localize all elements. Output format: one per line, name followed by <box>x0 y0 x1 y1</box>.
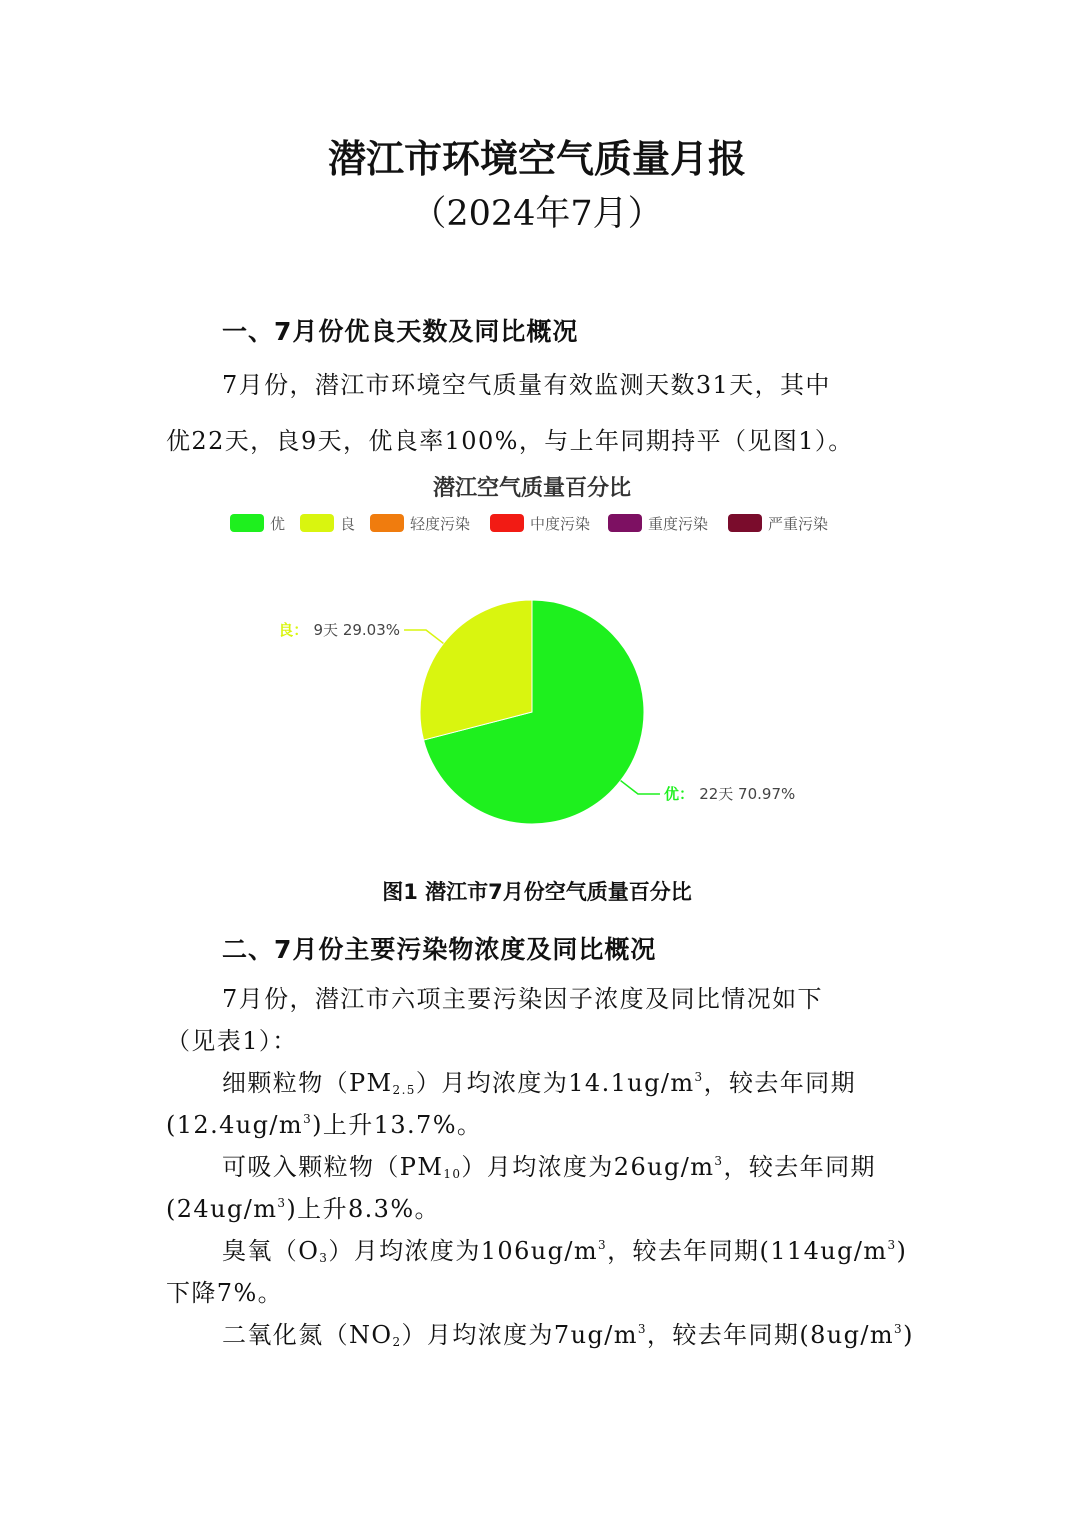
o3-line1 <box>222 1236 912 1266</box>
unit-sup: 3 <box>303 1112 313 1126</box>
pie-label-0 <box>664 785 795 803</box>
legend-swatch-3[interactable] <box>490 514 524 532</box>
pm10-text-b: ）月均浓度为26ug/m <box>461 1153 715 1181</box>
pm25-subscript: 2.5 <box>392 1083 416 1097</box>
o3-subscript: 3 <box>319 1251 329 1265</box>
pie-label-value-0: 22天 70.97% <box>699 785 796 804</box>
legend-swatch-5[interactable] <box>728 514 762 532</box>
legend-label-2: 轻度污染 <box>410 515 471 533</box>
pm25-text-b: ）月均浓度为14.1ug/m <box>415 1069 695 1097</box>
pm25-text-e: )上升13.7%。 <box>312 1111 483 1139</box>
document-title: 潜江市环境空气质量月报 <box>327 136 746 181</box>
o3-text-b: ）月均浓度为106ug/m <box>328 1237 599 1265</box>
unit-sup: 3 <box>887 1238 897 1252</box>
pie-label-name-0: 优： <box>663 785 700 804</box>
pm25-line2 <box>166 1110 912 1140</box>
pm10-text-d: (24ug/m <box>166 1195 278 1223</box>
air-quality-pie-chart <box>210 466 870 846</box>
section1-heading: 一、7月份优良天数及同比概况 <box>222 317 579 346</box>
figure-caption: 图1 潜江市7月份空气质量百分比 <box>382 880 692 904</box>
no2-text-d: ) <box>903 1321 914 1349</box>
section2-heading: 二、7月份主要污染物浓度及同比概况 <box>222 935 657 964</box>
section2-intro2: （见表1）： <box>166 1027 298 1055</box>
no2-text-c: ，较去年同期(8ug/m <box>646 1321 895 1349</box>
pm10-text-a: 可吸入颗粒物（PM <box>222 1153 444 1181</box>
legend-swatch-0[interactable] <box>230 514 264 532</box>
no2-subscript: 2 <box>392 1335 402 1349</box>
o3-text-d: ) <box>896 1237 908 1265</box>
no2-line1 <box>222 1320 912 1350</box>
unit-sup: 3 <box>598 1238 608 1252</box>
unit-sup: 3 <box>714 1154 724 1168</box>
no2-text-a: 二氧化氮（NO <box>222 1321 393 1349</box>
section2-intro1: 7月份，潜江市六项主要污染因子浓度及同比情况如下 <box>222 985 823 1013</box>
pm25-text-c: ，较去年同期 <box>703 1069 856 1097</box>
legend-label-1: 良 <box>340 515 356 533</box>
legend-swatch-1[interactable] <box>300 514 334 532</box>
chart-legend <box>230 514 828 533</box>
legend-label-0: 优 <box>270 515 286 533</box>
chart-title: 潜江空气质量百分比 <box>432 476 632 501</box>
pie-label-line-1 <box>404 630 443 643</box>
legend-label-4: 重度污染 <box>648 515 709 533</box>
pm25-text-d: (12.4ug/m <box>166 1111 304 1139</box>
o3-text-c: ，较去年同期(114ug/m <box>607 1237 888 1265</box>
section1-line2: 优22天，良9天，优良率100%，与上年同期持平（见图1）。 <box>166 427 854 455</box>
document-subtitle: （2024年7月） <box>411 194 663 234</box>
legend-label-3: 中度污染 <box>530 515 591 533</box>
legend-swatch-4[interactable] <box>608 514 642 532</box>
pm25-text-a: 细颗粒物（PM <box>222 1069 393 1097</box>
o3-line2: 下降7%。 <box>166 1279 284 1307</box>
section1-line1-text: 7月份，潜江市环境空气质量有效监测天数31天，其中 <box>222 371 831 399</box>
no2-text-b: ）月均浓度为7ug/m <box>401 1321 638 1349</box>
pm10-line1 <box>222 1152 912 1182</box>
unit-sup: 3 <box>894 1322 904 1336</box>
o3-text-a: 臭氧（O <box>222 1237 320 1265</box>
pm10-text-e: )上升8.3%。 <box>286 1195 440 1223</box>
legend-label-5: 严重污染 <box>768 515 829 533</box>
legend-swatch-2[interactable] <box>370 514 404 532</box>
pm10-line2 <box>166 1194 912 1224</box>
pie-label-name-1: 良： <box>278 620 314 639</box>
pm25-line1 <box>222 1068 912 1098</box>
section1-line1 <box>222 370 912 400</box>
pie-label-line-0 <box>621 781 660 794</box>
pie-label-1 <box>278 621 400 639</box>
unit-sup: 3 <box>637 1322 647 1336</box>
pm10-subscript: 10 <box>443 1167 462 1181</box>
unit-sup: 3 <box>277 1196 287 1210</box>
pie-slices <box>420 600 644 824</box>
pm10-text-c: ，较去年同期 <box>723 1153 876 1181</box>
unit-sup: 3 <box>694 1070 704 1084</box>
pie-label-value-1: 9天 29.03% <box>313 620 401 639</box>
